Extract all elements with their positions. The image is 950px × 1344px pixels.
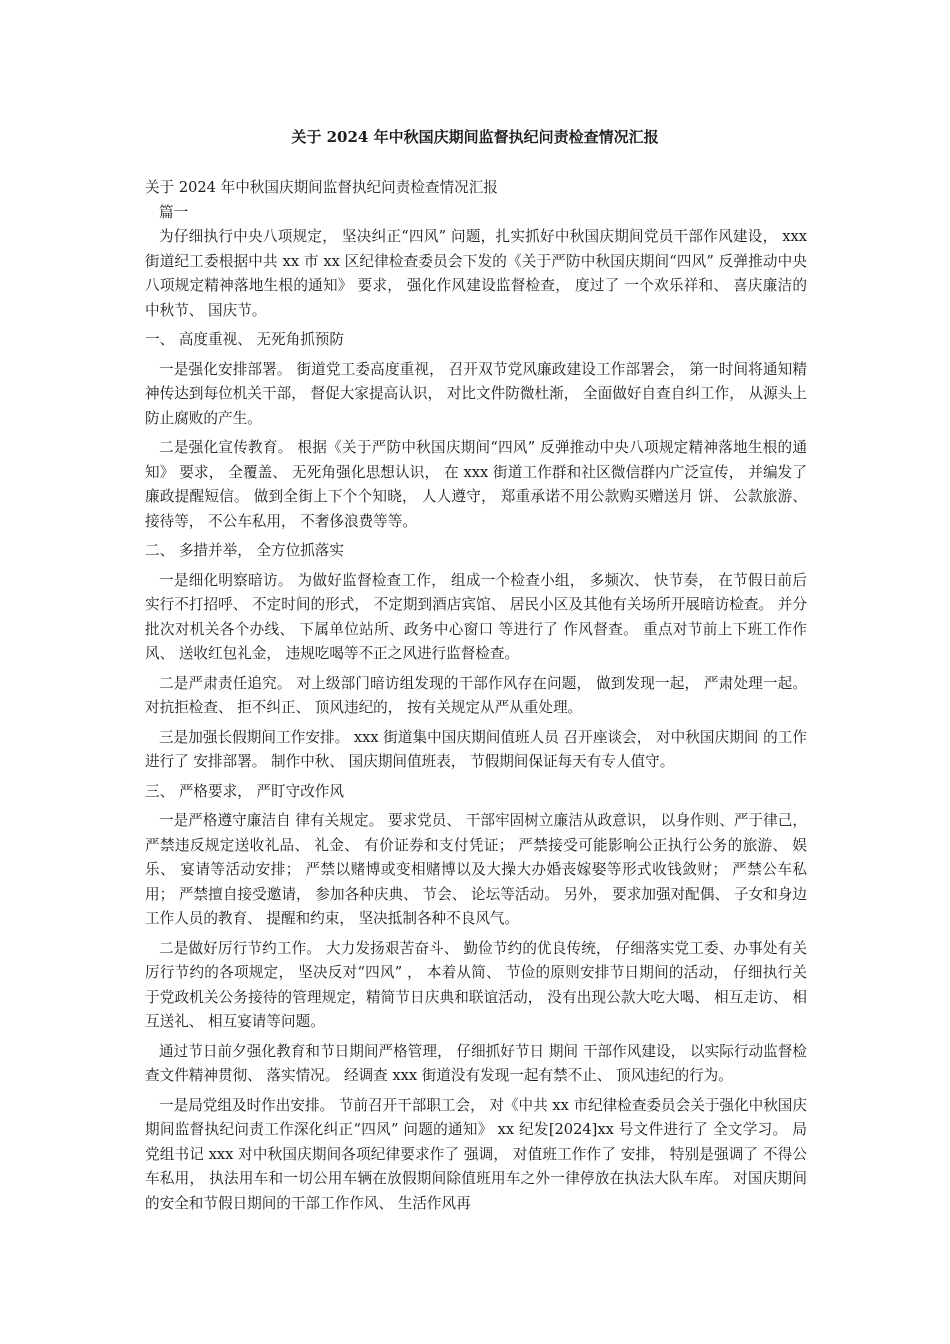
body-paragraph: 二是做好厉行节约工作。 大力发扬艰苦奋斗、 勤俭节约的优良传统， 仔细落实党工委、办事处有关厉行节约的各项规定， 坚决反对“四风” ， 本着从简、 节俭的原则安排节日期间的活动， 仔细执行关于党政机关公务接待的管理规定，精简节日庆典和联谊活动， 没有出现公款大吃大喝、 相互走访、 相互送礼、 相互宴请等问题。 [145,939,807,1030]
part-label: 篇一 [159,203,189,221]
body-paragraph: 通过节日前夕强化教育和节日期间严格管理， 仔细抓好节日 期间 干部作风建设， 以实际行动监督检查文件精神贯彻、 落实情况。 经调查 xxx 街道没有发现一起有禁不止、 顶风违纪的行为。 [145,1042,807,1084]
body-paragraph: 一是严格遵守廉洁自 律有关规定。 要求党员、 干部牢固树立廉洁从政意识， 以身作则、严于律己， 严禁违反规定送收礼品、 礼金、 有价证券和支付凭证； 严禁接受可能影响公正执行公务的旅游、 娱乐、 宴请等活动安排； 严禁以赌博或变相赌博以及大操大办婚丧嫁娶等形式收钱敛财； 严禁公车私用； 严禁擅自接受邀请， 参加各种庆典、 节会、 论坛等活动。 另外， 要求加强对配偶、 子女和身边工作人员的教育、 提醒和约束， 坚决抵制各种不良风气。 [145,812,807,927]
body-paragraph: 为仔细执行中央八项规定， 坚决纠正“四风” 问题，扎实抓好中秋国庆期间党员干部作风建设， xxx 街道纪工委根据中共 xx 市 xx 区纪律检查委员会下发的《关于严防中秋国庆期间“四风” 反弹推动中央八项规定精神落地生根的通知》 要求， 强化作风建设监督检查， 度过了 一个欢乐祥和、 喜庆廉洁的中秋节、 国庆节。 [145,228,807,319]
section-heading: 三、 严格要求， 严盯守改作风 [145,782,344,800]
body-paragraph: 二是严肃责任追究。 对上级部门暗访组发现的干部作风存在问题， 做到发现一起， 严肃处理一起。 对抗拒检查、 拒不纠正、 顶风违纪的， 按有关规定从严从重处理。 [145,674,807,716]
body-paragraph: 一是强化安排部署。 街道党工委高度重视， 召开双节党风廉政建设工作部署会， 第一时间将通知精神传达到每位机关干部， 督促大家提高认识， 对比文件防微杜渐， 全面做好自查自纠工作， 从源头上防止腐败的产生。 [145,360,807,427]
body-paragraph: 三是加强长假期间工作安排。 xxx 街道集中国庆期间值班人员 召开座谈会， 对中秋国庆期间 的工作进行了 安排部署。 制作中秋、 国庆期间值班表， 节假期间保证每天有专人值守。 [145,728,807,770]
body-paragraph: 一是局党组及时作出安排。 节前召开干部职工会， 对《中共 xx 市纪律检查委员会关于强化中秋国庆期间监督执纪问责工作深化纠正“四风” 问题的通知》 xx 纪发[2024]xx 号文件进行了 全文学习。 局党组书记 xxx 对中秋国庆期间各项纪律要求作了 强调， 对值班工作作了 安排， 特别是强调了 不得公车私用， 执法用车和一切公用车辆在放假期间除值班用车之外一律停放在执法大队车库。 对国庆期间的安全和节假日期间的干部工作作风、 生活作风再 [145,1096,807,1212]
section-heading: 二、 多措并举， 全方位抓落实 [145,542,344,559]
section-heading: 一、 高度重视、 无死角抓预防 [145,331,344,348]
document-subtitle: 关于 2024 年中秋国庆期间监督执纪问责检查情况汇报 [145,179,498,196]
document-body [145,176,807,1221]
body-paragraph: 二是强化宣传教育。 根据《关于严防中秋国庆期间“四风” 反弹推动中央八项规定精神落地生根的通知》 要求， 全覆盖、 无死角强化思想认识， 在 xxx 街道工作群和社区微信群内广泛宣传， 并编发了 廉政提醒短信。 做到全街上下个个知晓， 人人遵守， 郑重承诺不用公款购买赠送月 饼、 公款旅游、 接待等， 不公车私用， 不奢侈浪费等等。 [145,439,807,530]
document-title: 关于 2024 年中秋国庆期间监督执纪问责检查情况汇报 [291,128,659,146]
body-paragraph: 一是细化明察暗访。 为做好监督检查工作， 组成一个检查小组， 多频次、 快节奏， 在节假日前后实行不打招呼、 不定时间的形式， 不定期到酒店宾馆、 居民小区及其他有关场所开展暗访检查。 并分批次对机关各个办线、 下属单位站所、政务中心窗口 等进行了 作风督查。 重点对节前上下班工作作风、 送收红包礼金， 违规吃喝等不正之风进行监督检查。 [145,571,807,662]
